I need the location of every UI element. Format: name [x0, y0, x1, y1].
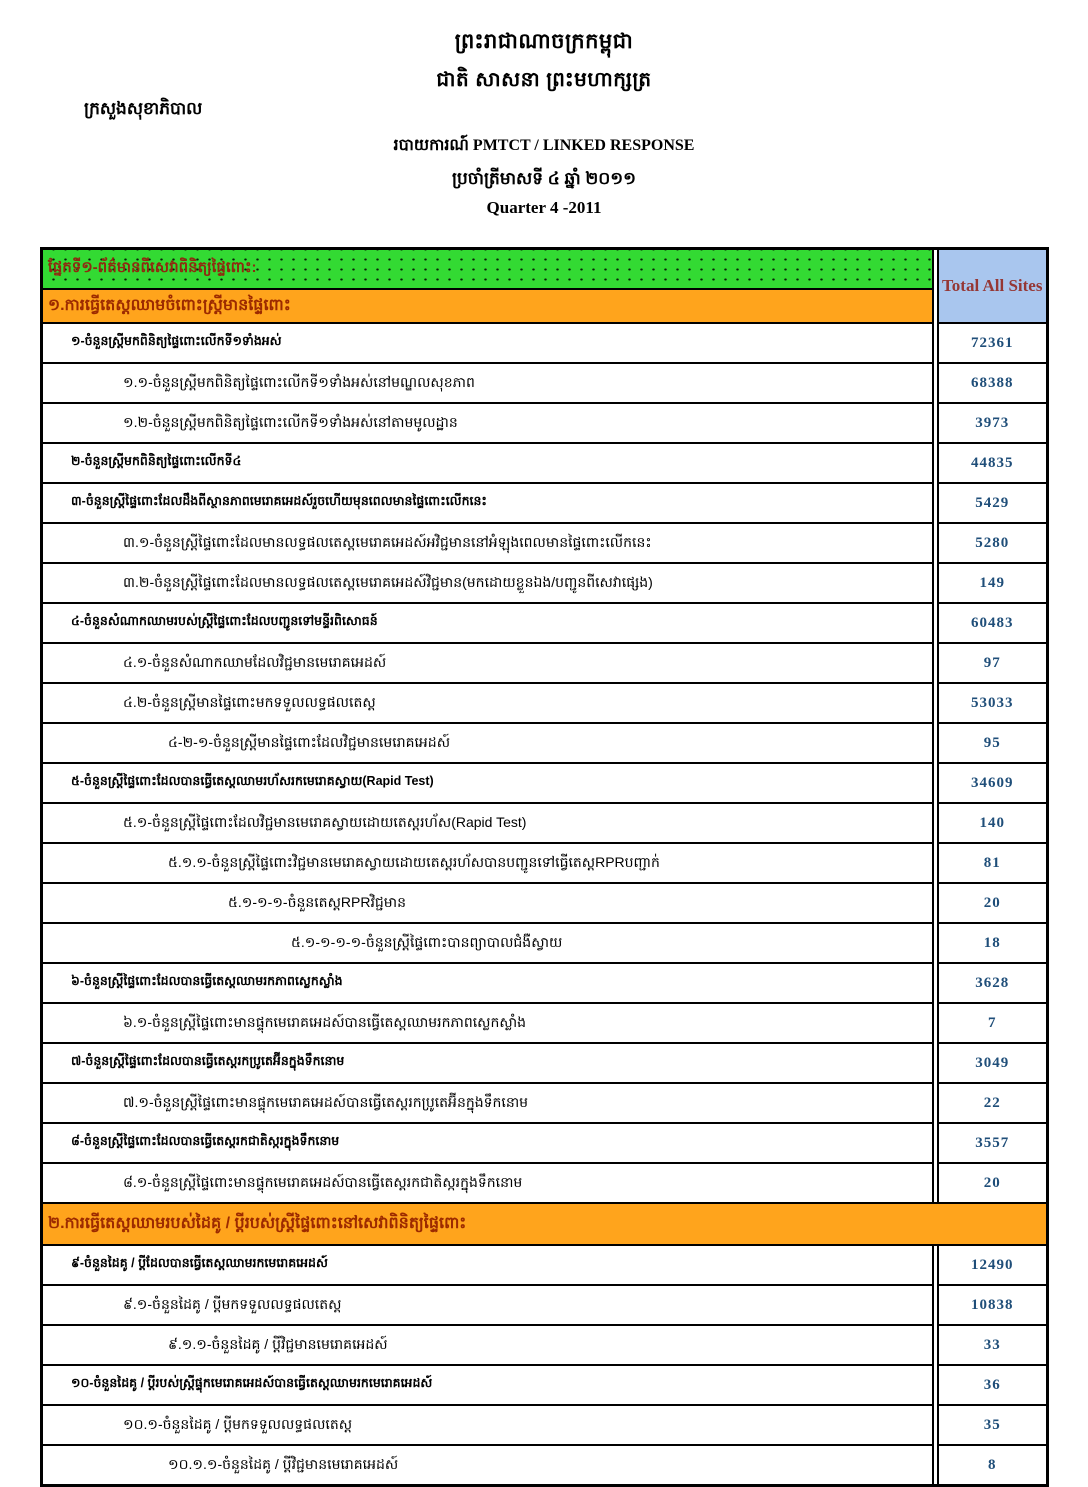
table-row	[42, 643, 1048, 683]
row-value: 36	[938, 1365, 1048, 1405]
row-label: ១០.១-ចំនួនដៃគូ / ប្តីមកទទួលលទ្ធផលតេស្ត	[42, 1405, 933, 1445]
pmtct-report-table	[40, 247, 1049, 1487]
row-value: 12490	[938, 1245, 1048, 1285]
row-label: ៤-២-១-ចំនួនស្រ្តីមានផ្ទៃពោះដែលវិជ្ជមានមេរោគអេដស៍	[42, 723, 933, 763]
row-value: 18	[938, 923, 1048, 963]
table-row	[42, 363, 1048, 403]
table-row	[42, 843, 1048, 883]
table-row	[42, 443, 1048, 483]
row-value: 33	[938, 1325, 1048, 1365]
row-label: ៣.២-ចំនួនស្រ្តីផ្ទៃពោះដែលមានលទ្ធផលតេស្តមេរោគអេដស៍វិជ្ជមាន(មកដោយខ្លួនឯង/បញ្ជូនពីសេវាផ្សេង)	[42, 563, 933, 603]
row-value: 149	[938, 563, 1048, 603]
table-row	[42, 323, 1048, 363]
table-row	[42, 1445, 1048, 1486]
row-value: 3973	[938, 403, 1048, 443]
row-value: 5429	[938, 483, 1048, 523]
table-row	[42, 1405, 1048, 1445]
table-row	[42, 1083, 1048, 1123]
table-row	[42, 603, 1048, 643]
row-value: 22	[938, 1083, 1048, 1123]
table-row	[42, 483, 1048, 523]
table-row	[42, 803, 1048, 843]
table-row	[42, 1123, 1048, 1163]
row-value: 34609	[938, 763, 1048, 803]
table-row	[42, 1285, 1048, 1325]
row-value: 53033	[938, 683, 1048, 723]
table-row	[42, 963, 1048, 1003]
table-row	[42, 923, 1048, 963]
row-value: 60483	[938, 603, 1048, 643]
row-label: ៦-ចំនួនស្រ្តីផ្ទៃពោះដែលបានធ្វើតេស្តឈាមរកភាពស្លេកស្លាំង	[42, 963, 933, 1003]
row-label: ១.២-ចំនួនស្រ្តីមកពិនិត្យផ្ទៃពោះលើកទី១ទាំងអស់នៅតាមមូលដ្ឋាន	[42, 403, 933, 443]
row-label: ៨-ចំនួនស្រ្តីផ្ទៃពោះដែលបានធ្វើតេស្តរកជាតិស្ករក្នុងទឹកនោម	[42, 1123, 933, 1163]
section-2-header-row	[42, 1203, 1048, 1245]
table-row	[42, 1325, 1048, 1365]
row-value: 20	[938, 883, 1048, 923]
section-1-header: ១.ការធ្វើតេស្តឈាមចំពោះស្រ្តីមានផ្ទៃពោះ	[42, 289, 933, 323]
row-label: ១០-ចំនួនដៃគូ / ប្តីរបស់ស្រ្តីផ្ទុកមេរោគអេដស៍បានធ្វើតេស្តឈាមរកមេរោគអេដស៍	[42, 1365, 933, 1405]
table-row	[42, 1163, 1048, 1203]
row-label: ៥.១-ចំនួនស្រ្តីផ្ទៃពោះដែលវិជ្ជមានមេរោគស្វាយដោយតេស្តរហ័ស(Rapid Test)	[42, 803, 933, 843]
row-label: ៦.១-ចំនួនស្រ្តីផ្ទៃពោះមានផ្ទុកមេរោគអេដស៍បានធ្វើតេស្តឈាមរកភាពស្លេកស្លាំង	[42, 1003, 933, 1043]
part1-header-row	[42, 249, 1048, 290]
row-value: 10838	[938, 1285, 1048, 1325]
row-value: 44835	[938, 443, 1048, 483]
row-label: ៥-ចំនួនស្រ្តីផ្ទៃពោះដែលបានធ្វើតេស្តឈាមរហ័សរកមេរោគស្វាយ(Rapid Test)	[42, 763, 933, 803]
row-value: 140	[938, 803, 1048, 843]
table-row	[42, 883, 1048, 923]
row-label: ៤.២-ចំនួនស្រ្តីមានផ្ទៃពោះមកទទួលលទ្ធផលតេស្ត	[42, 683, 933, 723]
row-label: ៧.១-ចំនួនស្រ្តីផ្ទៃពោះមានផ្ទុកមេរោគអេដស៍បានធ្វើតេស្តរកប្រូតេអ៊ីនក្នុងទឹកនោម	[42, 1083, 933, 1123]
table-row	[42, 1043, 1048, 1083]
table-row	[42, 523, 1048, 563]
table-row	[42, 723, 1048, 763]
section-2-header: ២.ការធ្វើតេស្តឈាមរបស់ដៃគូ / ប្តីរបស់ស្រ្តីផ្ទៃពោះនៅសេវាពិនិត្យផ្ទៃពោះ	[42, 1203, 1048, 1245]
row-label: ១-ចំនួនស្រ្តីមកពិនិត្យផ្ទៃពោះលើកទី១ទាំងអស់	[42, 323, 933, 363]
row-label: ៧-ចំនួនស្រ្តីផ្ទៃពោះដែលបានធ្វើតេស្តរកប្រូតេអ៊ីនក្នុងទឹកនោម	[42, 1043, 933, 1083]
kingdom-title: ព្រះរាជាណាចក្រកម្ពុជា	[454, 30, 634, 53]
table-row	[42, 403, 1048, 443]
quarter-english: Quarter 4 -2011	[486, 198, 602, 217]
row-label: ៥.១-១-១-១-ចំនួនស្រ្តីផ្ទៃពោះបានព្យាបាលជំងឺស្វាយ	[42, 923, 933, 963]
row-label: ៩.១-ចំនួនដៃគូ / ប្តីមកទទួលលទ្ធផលតេស្ត	[42, 1285, 933, 1325]
table-row	[42, 1003, 1048, 1043]
table-row	[42, 683, 1048, 723]
table-row	[42, 563, 1048, 603]
row-label: ៥.១.១-ចំនួនស្រ្តីផ្ទៃពោះវិជ្ជមានមេរោគស្វាយដោយតេស្តរហ័សបានបញ្ជូនទៅធ្វើតេស្តRPRបញ្ជាក់	[42, 843, 933, 883]
column-gap	[933, 289, 938, 323]
table-row	[42, 1245, 1048, 1285]
ministry-name: ក្រសួងសុខាភិបាល	[84, 99, 203, 118]
row-value: 3557	[938, 1123, 1048, 1163]
row-label: ៤.១-ចំនួនសំណាកឈាមដែលវិជ្ជមានមេរោគអេដស៍	[42, 643, 933, 683]
row-label: ១០.១.១-ចំនួនដៃគូ / ប្តីវិជ្ជមានមេរោគអេដស៍	[42, 1445, 933, 1486]
row-value: 35	[938, 1405, 1048, 1445]
total-all-sites-header: Total All Sites	[938, 249, 1048, 324]
document-header	[0, 0, 1088, 247]
row-value: 81	[938, 843, 1048, 883]
row-value: 68388	[938, 363, 1048, 403]
part1-title-cell: ផ្នែកទី១-ព័ត៌មានពីសេវាពិនិត្យផ្ទៃពោះ:	[42, 249, 933, 290]
row-label: ៣.១-ចំនួនស្រ្តីផ្ទៃពោះដែលមានលទ្ធផលតេស្តមេរោគអេដស៍អវិជ្ជមាននៅអំឡុងពេលមានផ្ទៃពោះលើកនេះ	[42, 523, 933, 563]
row-label: ៩-ចំនួនដៃគូ / ប្តីដែលបានធ្វើតេស្តឈាមរកមេរោគអេដស៍	[42, 1245, 933, 1285]
row-label: ២-ចំនួនស្រ្តីមកពិនិត្យផ្ទៃពោះលើកទី៤	[42, 443, 933, 483]
row-value: 3628	[938, 963, 1048, 1003]
row-value: 7	[938, 1003, 1048, 1043]
report-title: របាយការណ៍ PMTCT / LINKED RESPONSE	[393, 137, 695, 154]
quarter-khmer: ប្រចាំត្រីមាសទី ៤ ឆ្នាំ ២០១១	[451, 169, 637, 188]
row-value: 3049	[938, 1043, 1048, 1083]
row-label: ១.១-ចំនួនស្រ្តីមកពិនិត្យផ្ទៃពោះលើកទី១ទាំងអស់នៅមណ្ឌលសុខភាព	[42, 363, 933, 403]
row-label: ៨.១-ចំនួនស្រ្តីផ្ទៃពោះមានផ្ទុកមេរោគអេដស៍បានធ្វើតេស្តរកជាតិស្ករក្នុងទឹកនោម	[42, 1163, 933, 1203]
row-label: ៤-ចំនួនសំណាកឈាមរបស់ស្រ្តីផ្ទៃពោះដែលបញ្ជូនទៅមន្ទីរពិសោធន៍	[42, 603, 933, 643]
row-label: ៥.១-១-១-ចំនួនតេស្តRPRវិជ្ជមាន	[42, 883, 933, 923]
table-row	[42, 763, 1048, 803]
section-1-header-row	[42, 289, 1048, 323]
table-row	[42, 1365, 1048, 1405]
row-value: 97	[938, 643, 1048, 683]
row-value: 72361	[938, 323, 1048, 363]
row-value: 5280	[938, 523, 1048, 563]
row-label: ៩.១.១-ចំនួនដៃគូ / ប្តីវិជ្ជមានមេរោគអេដស៍	[42, 1325, 933, 1365]
row-value: 95	[938, 723, 1048, 763]
national-motto: ជាតិ សាសនា ព្រះមហាក្សត្រ	[436, 69, 652, 91]
row-value: 8	[938, 1445, 1048, 1486]
row-value: 20	[938, 1163, 1048, 1203]
row-label: ៣-ចំនួនស្រ្តីផ្ទៃពោះដែលដឹងពីស្ថានភាពមេរោគអេដស៍រួចហើយមុនពេលមានផ្ទៃពោះលើកនេះ	[42, 483, 933, 523]
